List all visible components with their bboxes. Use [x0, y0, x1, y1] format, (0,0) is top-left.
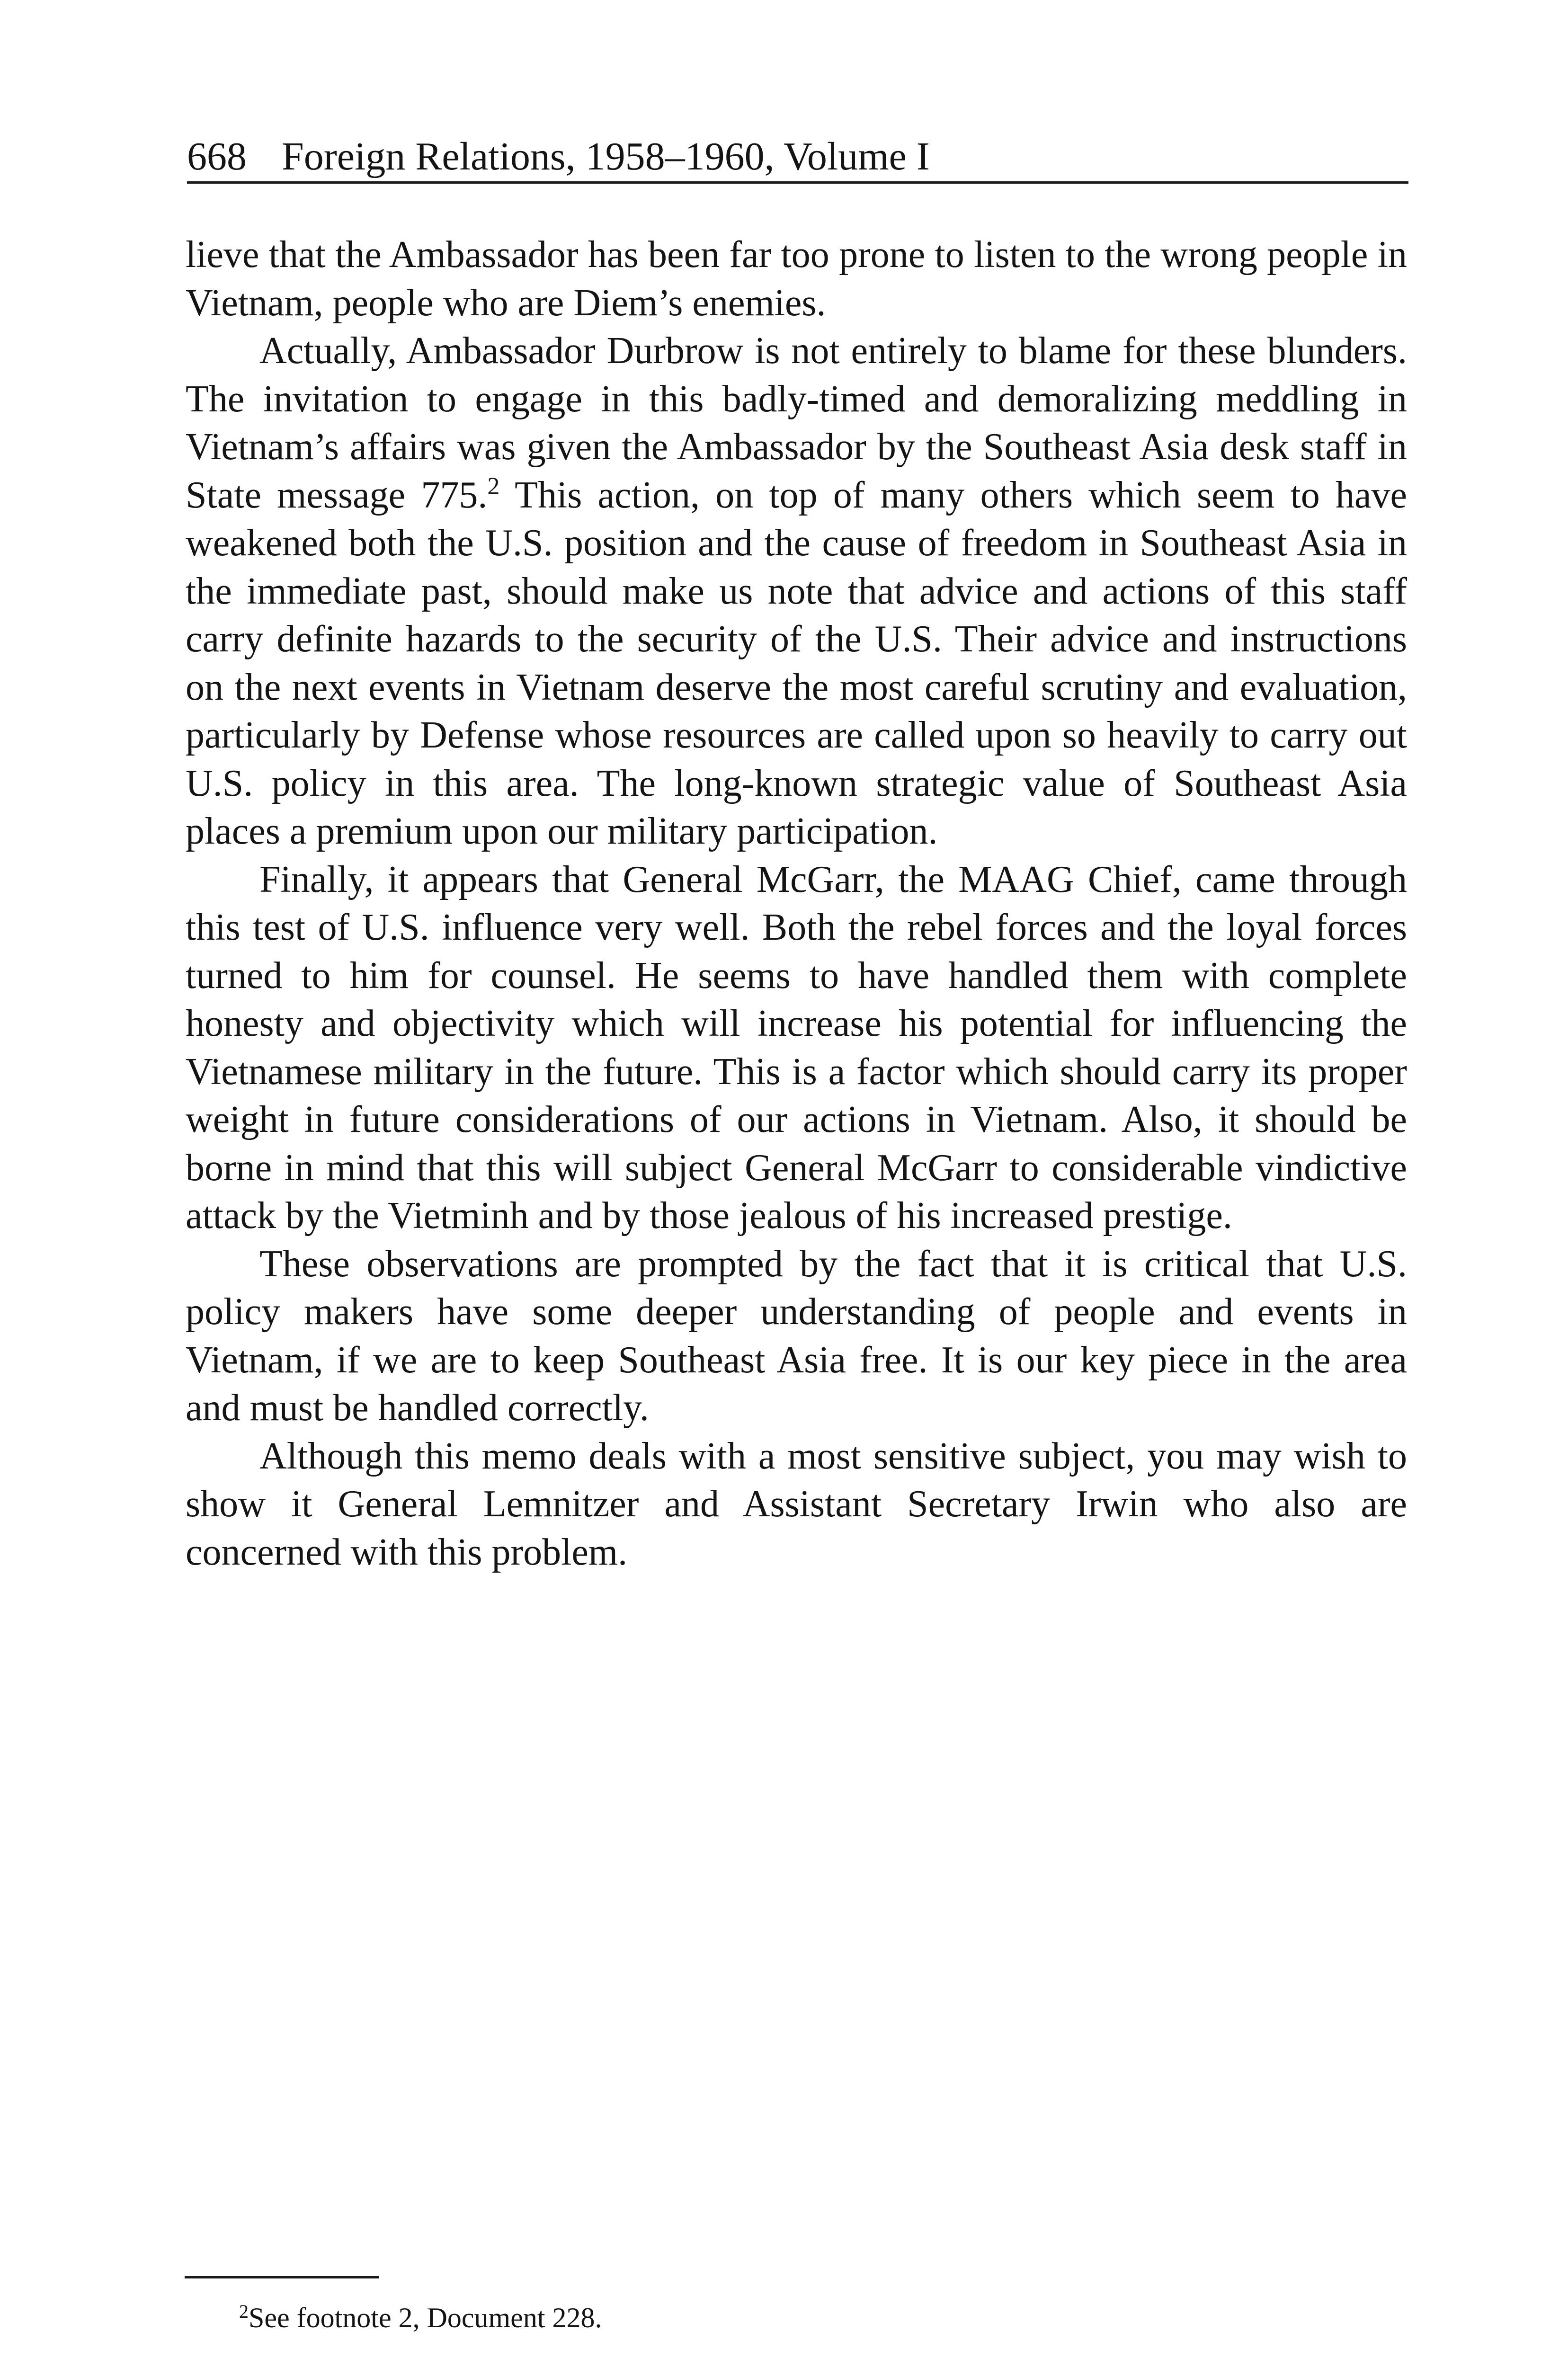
footnote-text: See footnote 2, Document 228. [249, 2302, 602, 2333]
paragraph-3: Finally, it appears that General McGarr, the MAAG Chief, came through this test of U.S. influence very well. Both the rebel forces and the loyal forces turned to him for counsel. He seems to have handled them with complete honesty and objectivity which will increase his potential for influencing the Vietnamese military in the future. This is a factor which should carry its proper weight in future considerations of our actions in Vietnam. Also, it should be borne in mind that this will subject General McGarr to considerable vindictive attack by the Vietminh and by those jealous of his increased prestige. [186, 858, 1407, 1237]
page-header [187, 133, 1408, 184]
paragraph-2 [186, 327, 1407, 856]
footnote-marker: 2 [239, 2301, 249, 2322]
footnote-reference-2: 2 [487, 472, 500, 500]
paragraph-2-text-before-ref: Actually, Ambassador Durbrow is not entirely to blame for these blunders. The invitation to engage in this badly-timed and demoralizing meddling in Vietnam’s affairs was given the Ambassador by the Southeast Asia desk staff in State message 775. [186, 330, 1407, 516]
page-number: 668 [187, 134, 247, 178]
paragraph-1: lieve that the Ambassador has been far too prone to listen to the wrong people in Vietnam, people who are Diem’s enemies. [186, 234, 1407, 324]
body-text [186, 231, 1407, 1576]
paragraph-4: These observations are prompted by the fact that it is critical that U.S. policy makers have some deeper understanding of people and events in Vietnam, if we are to keep Southeast Asia free. It is our key piece in the area and must be handled correctly. [186, 1243, 1407, 1429]
footnote-2 [239, 2301, 602, 2335]
footnote-rule [185, 2276, 379, 2278]
running-title: Foreign Relations, 1958–1960, Volume I [282, 134, 930, 178]
paragraph-5: Although this memo deals with a most sensitive subject, you may wish to show it General Lemnitzer and Assistant Secretary Irwin who also are concerned with this problem. [186, 1435, 1407, 1573]
paragraph-2-text-after-ref: This action, on top of many others which seem to have weakened both the U.S. position and the cause of freedom in Southeast Asia in the immediate past, should make us note that advice and actions of this staff carry definite hazards to the security of the U.S. Their advice and instructions on the next events in Vietnam deserve the most careful scrutiny and evaluation, particularly by Defense whose resources are called upon so heavily to carry out U.S. policy in this area. The long-known strategic value of Southeast Asia places a premium upon our military participation. [186, 474, 1408, 852]
